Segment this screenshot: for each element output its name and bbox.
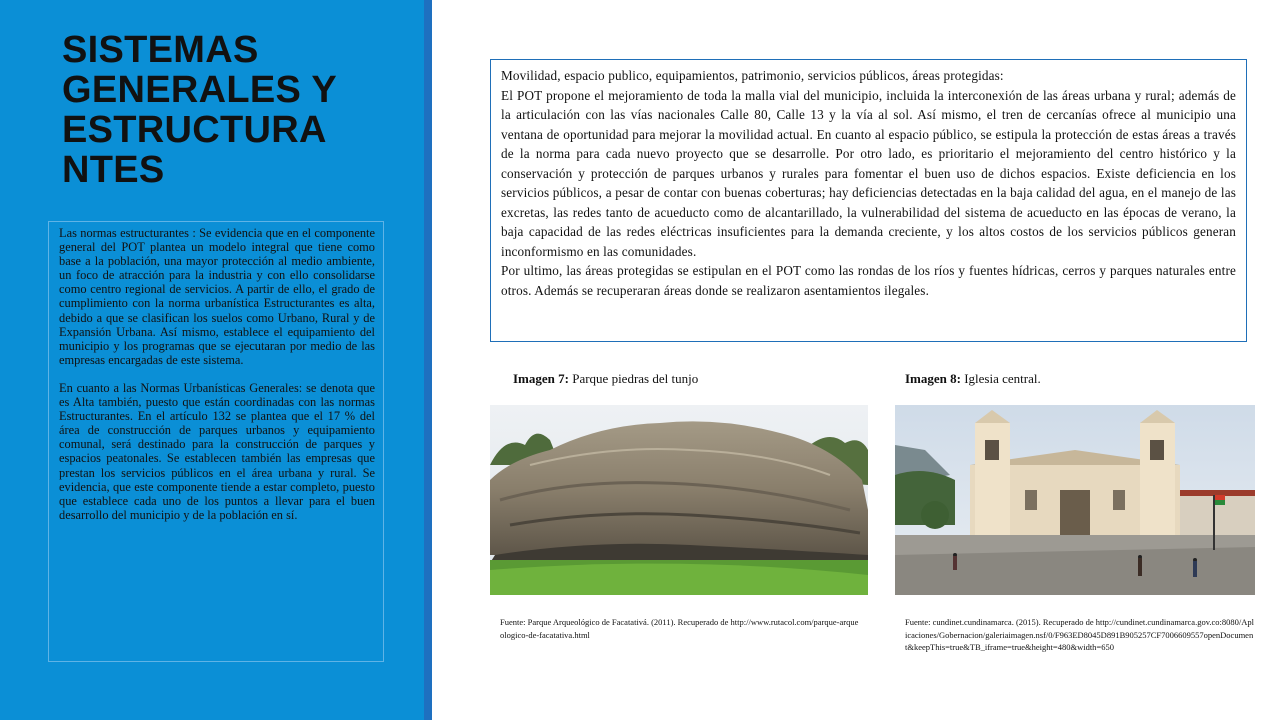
right-paragraph-2: Por ultimo, las áreas protegidas se estipulan en el POT como las rondas de los ríos y fuentes hídricas, cerros y parques naturales entre otros. Además se recuperaran áreas donde se realizaron asentamientos ilegales.: [501, 263, 1236, 298]
slide-title: SISTEMAS GENERALES Y ESTRUCTURA NTES: [62, 29, 337, 191]
rock-park-photo: [490, 405, 868, 595]
image8-source-text: : cundinet.cundinamarca. (2015). Recuperado de http://cundinet.cundinamarca.gov.co:8080/Aplicaciones/Gobernacion/galeriaimagen.nsf/0/F963ED8045D891B905257CF7006609557openDocument&keepThis=true&TB_iframe=true&height=480&width=650: [905, 617, 1255, 652]
central-church-photo: [895, 405, 1255, 595]
left-paragraph-1: Las normas estructurantes : Se evidencia que en el componente general del POT plantea un modelo integral que tiene como base a la población, una mayor protección al medio ambiente, un foco de atracción para la industria y con ello consolidarse como centro regional de servicios. A partir de ello, el grado de cumplimiento con la norma urbanística Estructurantes es alta, debido a que se clasifican los suelos como Urbano, Rural y de Expansión Urbana. Así mismo, establece el equipamiento del municipio y los programas que se ejecutaran por medio de las empresas encargadas de este sistema.: [59, 226, 375, 367]
image7-caption: [513, 371, 698, 387]
image7-source-text: : Parque Arqueológico de Facatativá. (2011). Recuperado de http://www.rutacol.com/parque-arqueologico-de-facatativa.html: [500, 617, 859, 640]
image8-caption-text: Iglesia central.: [960, 371, 1041, 386]
image7-caption-text: Parque piedras del tunjo: [568, 371, 699, 386]
image7-label: Imagen 7:: [513, 371, 569, 386]
image8-source: [905, 616, 1255, 654]
image7-source: [500, 616, 860, 641]
image8-label: Imagen 8:: [905, 371, 961, 386]
left-paragraph-2: En cuanto a las Normas Urbanísticas Generales: se denota que es Alta también, puesto que están coordinadas con las normas Estructurantes. En el artículo 132 se plantea que el 17 % del área de construcción de parques urbanos y equipamiento comunal, será destinado para la construcción de parques y espacios peatonales. Se establecen también las empresas que prestan los servicios públicos en el área urbana y rural. Se evidencia, que este componente tiende a estar completo, puesto que establece cada uno de los puntos a llevar para el buen desarrollo del municipio y de la población en sí.: [59, 380, 375, 522]
right-paragraph-1: El POT propone el mejoramiento de toda la malla vial del municipio, incluida la interconexión de las áreas urbana y rural; además de la articulación con las vías nacionales Calle 80, Calle 13 y la vía al sol. Así mismo, el tren de cercanías ofrece al municipio una ventana de oportunidad para mejorar la movilidad actual. En cuanto al espacio público, se estipula la protección de estas áreas a través de la norma para cada nuevo proyecto que se desarrolle. Por otro lado, es prioritario el mejoramiento del centro histórico y la conservación y protección de parques urbanos y rurales para fomentar el buen uso de dichos espacios. Existe deficiencia en los servicios públicos, a pesar de contar con buenas coberturas; hay deficiencias detectadas en la baja calidad del agua, en el manejo de las excretas, las redes tanto de acueducto como de alcantarillado, la vulnerabilidad del sistema de acueducto en las épocas de verano, la baja capacidad de las redes eléctricas insuficientes para la demanda creciente, y los altos costos de los servicios públicos generan inconformismo en las comunidades.: [501, 87, 1236, 259]
image8-source-label: Fuente: [905, 617, 929, 627]
left-text-box: [48, 221, 384, 662]
left-panel-edge: [424, 0, 432, 720]
right-text-box: [490, 59, 1247, 342]
right-heading-line: Movilidad, espacio publico, equipamientos, patrimonio, servicios públicos, áreas protegidas:: [501, 68, 1004, 83]
image8-caption: [905, 371, 1041, 387]
image7-source-label: Fuente: [500, 617, 524, 627]
